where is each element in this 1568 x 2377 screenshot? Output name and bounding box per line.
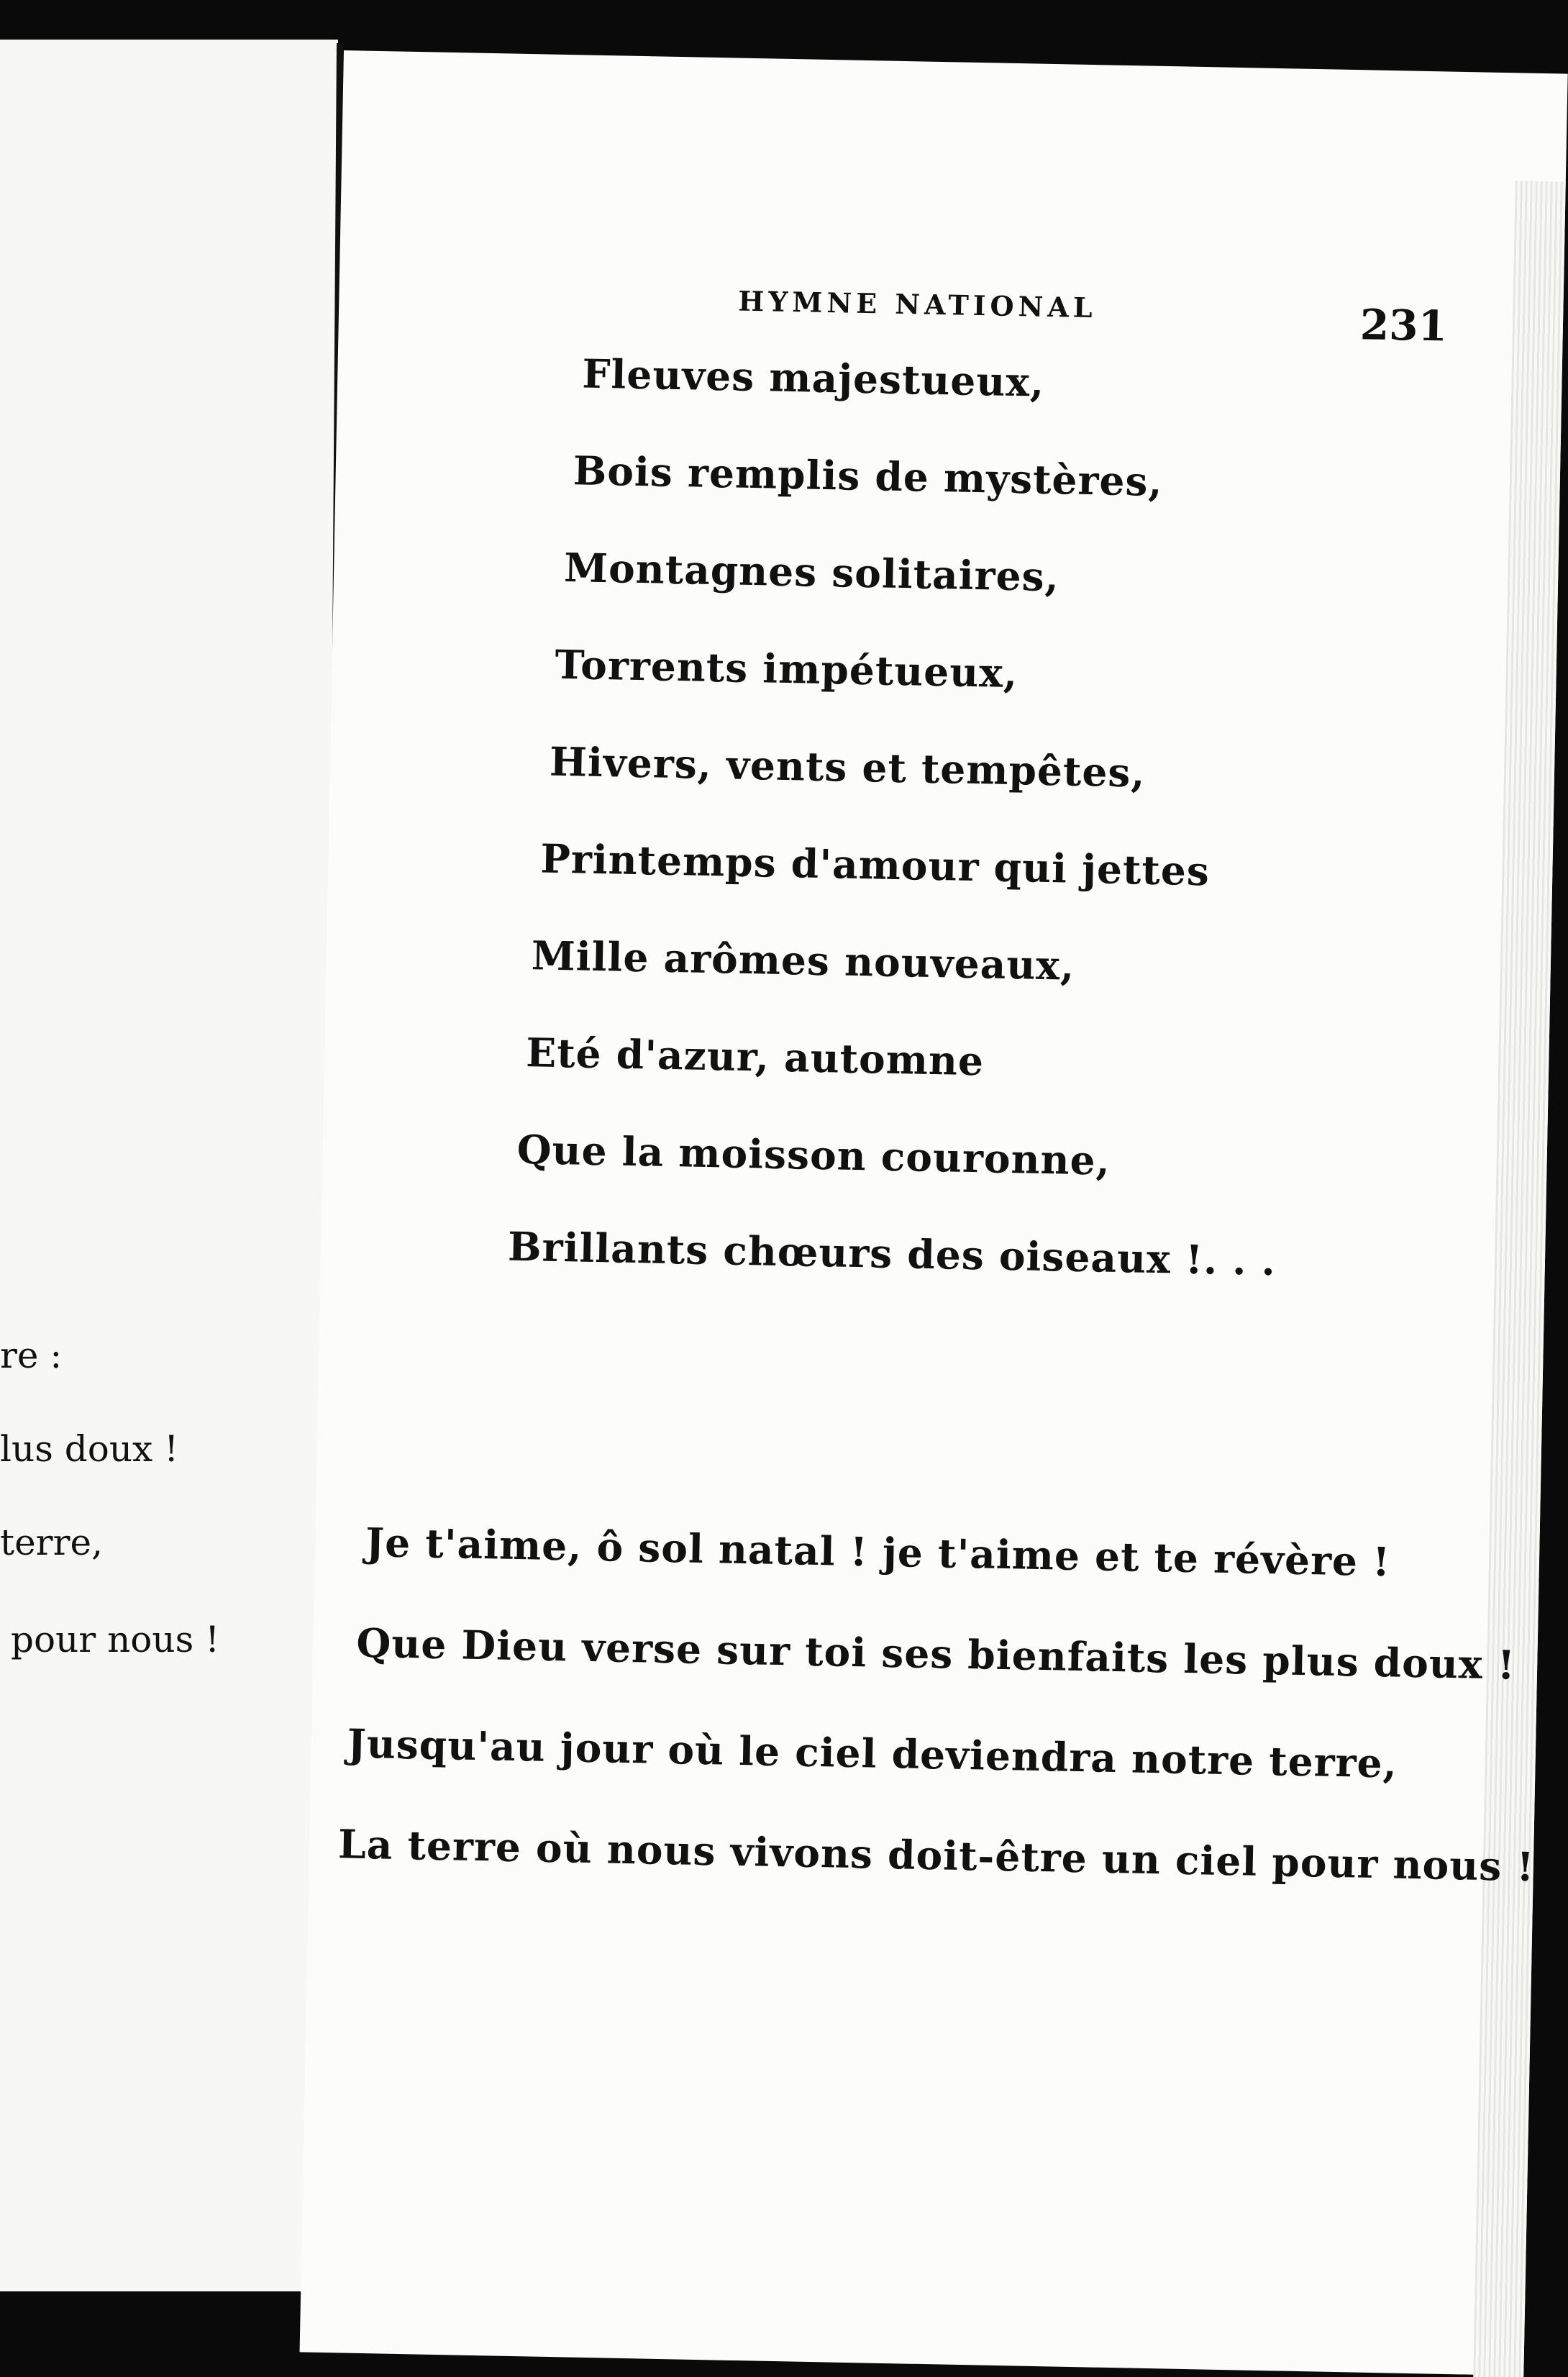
verse-line: Fleuves majestueux, xyxy=(581,350,1045,406)
left-page-fragment: terre, xyxy=(0,1522,103,1563)
page-number: 231 xyxy=(1359,300,1448,351)
verse-line: Brillants chœurs des oiseaux !. . . xyxy=(507,1222,1277,1285)
left-page-fragment: re : xyxy=(0,1335,63,1376)
verse-line: Montagnes solitaires, xyxy=(563,544,1060,601)
refrain-line: Je t'aime, ô sol natal ! je t'aime et te révère ! xyxy=(365,1518,1391,1586)
left-facing-page xyxy=(0,40,338,2291)
left-page-fragment: pour nous ! xyxy=(11,1619,220,1660)
left-page-fragment: lus doux ! xyxy=(0,1428,179,1470)
verse-line: Mille arômes nouveaux, xyxy=(531,932,1075,989)
refrain-line: Jusqu'au jour où le ciel deviendra notre terre, xyxy=(347,1719,1398,1787)
refrain-line: Que Dieu verse sur toi ses bienfaits les plus doux ! xyxy=(355,1619,1516,1689)
verse-line: Torrents impétueux, xyxy=(555,640,1018,697)
running-head: HYMNE NATIONAL xyxy=(737,284,1098,324)
verse-line: Eté d'azur, automne xyxy=(525,1029,985,1085)
verse-line: Hivers, vents et tempêtes, xyxy=(549,737,1147,796)
refrain-line: La terre où nous vivons doit-être un ciel pour nous ! xyxy=(337,1820,1536,1891)
verse-line: Bois remplis de mystères, xyxy=(573,447,1164,505)
verse-line: Printemps d'amour qui jettes xyxy=(539,835,1211,895)
page-edge-stack xyxy=(1472,181,1565,2377)
verse-line: Que la moisson couronne, xyxy=(516,1125,1111,1184)
right-page xyxy=(300,50,1568,2376)
